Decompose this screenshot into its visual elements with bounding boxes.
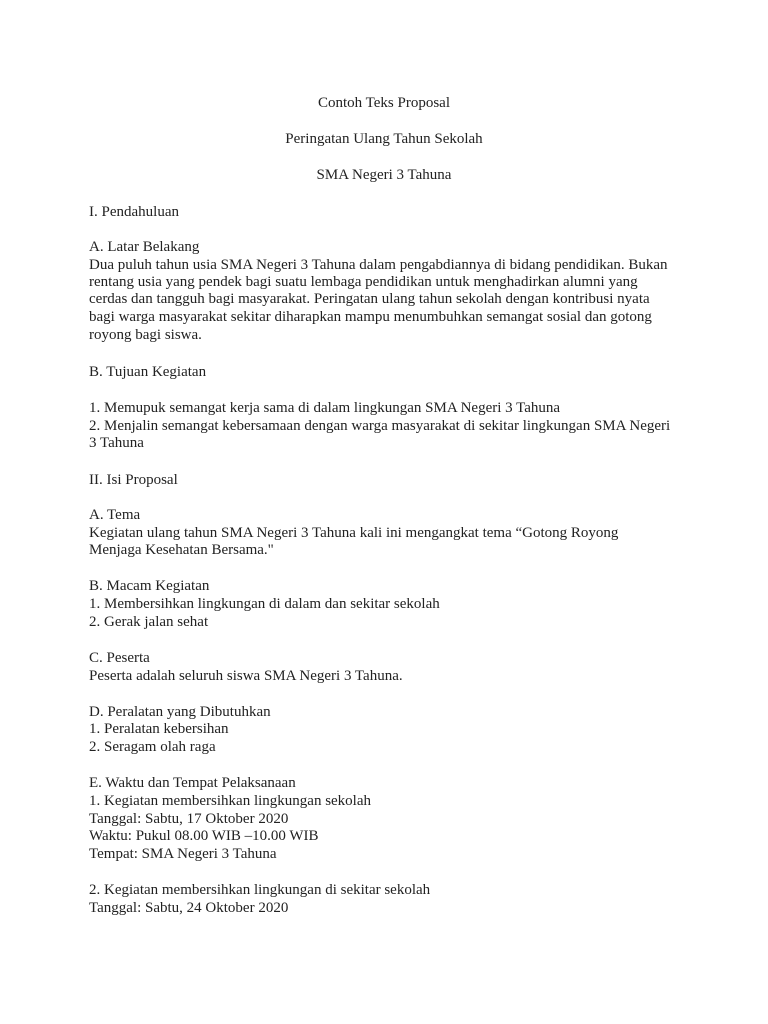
- list-item: 2. Gerak jalan sehat: [89, 614, 209, 630]
- list-item: 3 Tahuna: [89, 435, 144, 451]
- paragraph-line: rentang usia yang pendek bagi suatu lembaga pendidikan untuk menghadirkan alumni yang: [89, 274, 638, 290]
- subsection-heading: B. Tujuan Kegiatan: [89, 364, 207, 380]
- detail-line: Tempat: SMA Negeri 3 Tahuna: [89, 846, 277, 862]
- school-name: SMA Negeri 3 Tahuna: [316, 167, 452, 183]
- subsection-heading: A. Tema: [89, 507, 141, 523]
- list-item: 2. Menjalin semangat kebersamaan dengan warga masyarakat di sekitar lingkungan SMA Negeri: [89, 418, 671, 434]
- list-item: 2. Seragam olah raga: [89, 739, 216, 755]
- paragraph-line: royong bagi siswa.: [89, 327, 202, 343]
- detail-line: Waktu: Pukul 08.00 WIB –10.00 WIB: [89, 828, 319, 844]
- paragraph-line: Dua puluh tahun usia SMA Negeri 3 Tahuna dalam pengabdiannya di bidang pendidikan. Bukan: [89, 257, 668, 273]
- subsection-heading: E. Waktu dan Tempat Pelaksanaan: [89, 775, 296, 791]
- paragraph-line: bagi warga masyarakat sekitar diharapkan mampu menumbuhkan semangat sosial dan gotong: [89, 309, 652, 325]
- subsection-heading: A. Latar Belakang: [89, 239, 200, 255]
- paragraph-line: Peserta adalah seluruh siswa SMA Negeri 3 Tahuna.: [89, 668, 403, 684]
- subsection-heading: D. Peralatan yang Dibutuhkan: [89, 704, 271, 720]
- section-heading: I. Pendahuluan: [89, 204, 179, 220]
- list-item: 1. Kegiatan membersihkan lingkungan sekolah: [89, 793, 372, 809]
- subsection-heading: C. Peserta: [89, 650, 150, 666]
- subsection-heading: B. Macam Kegiatan: [89, 578, 210, 594]
- list-item: 1. Membersihkan lingkungan di dalam dan sekitar sekolah: [89, 596, 440, 612]
- paragraph-line: Menjaga Kesehatan Bersama.": [89, 542, 274, 558]
- document-title: Contoh Teks Proposal: [317, 95, 450, 111]
- detail-line: Tanggal: Sabtu, 24 Oktober 2020: [89, 900, 289, 916]
- section-heading: II. Isi Proposal: [89, 472, 178, 488]
- list-item: 1. Peralatan kebersihan: [89, 721, 229, 737]
- list-item: 1. Memupuk semangat kerja sama di dalam lingkungan SMA Negeri 3 Tahuna: [89, 400, 561, 416]
- list-item: 2. Kegiatan membersihkan lingkungan di sekitar sekolah: [89, 882, 431, 898]
- paragraph-line: Kegiatan ulang tahun SMA Negeri 3 Tahuna kali ini mengangkat tema “Gotong Royong: [89, 525, 619, 541]
- document-subtitle: Peringatan Ulang Tahun Sekolah: [285, 131, 483, 147]
- paragraph-line: cerdas dan tangguh bagi masyarakat. Peringatan ulang tahun sekolah dengan kontribusi nyata: [89, 291, 650, 307]
- detail-line: Tanggal: Sabtu, 17 Oktober 2020: [89, 811, 289, 827]
